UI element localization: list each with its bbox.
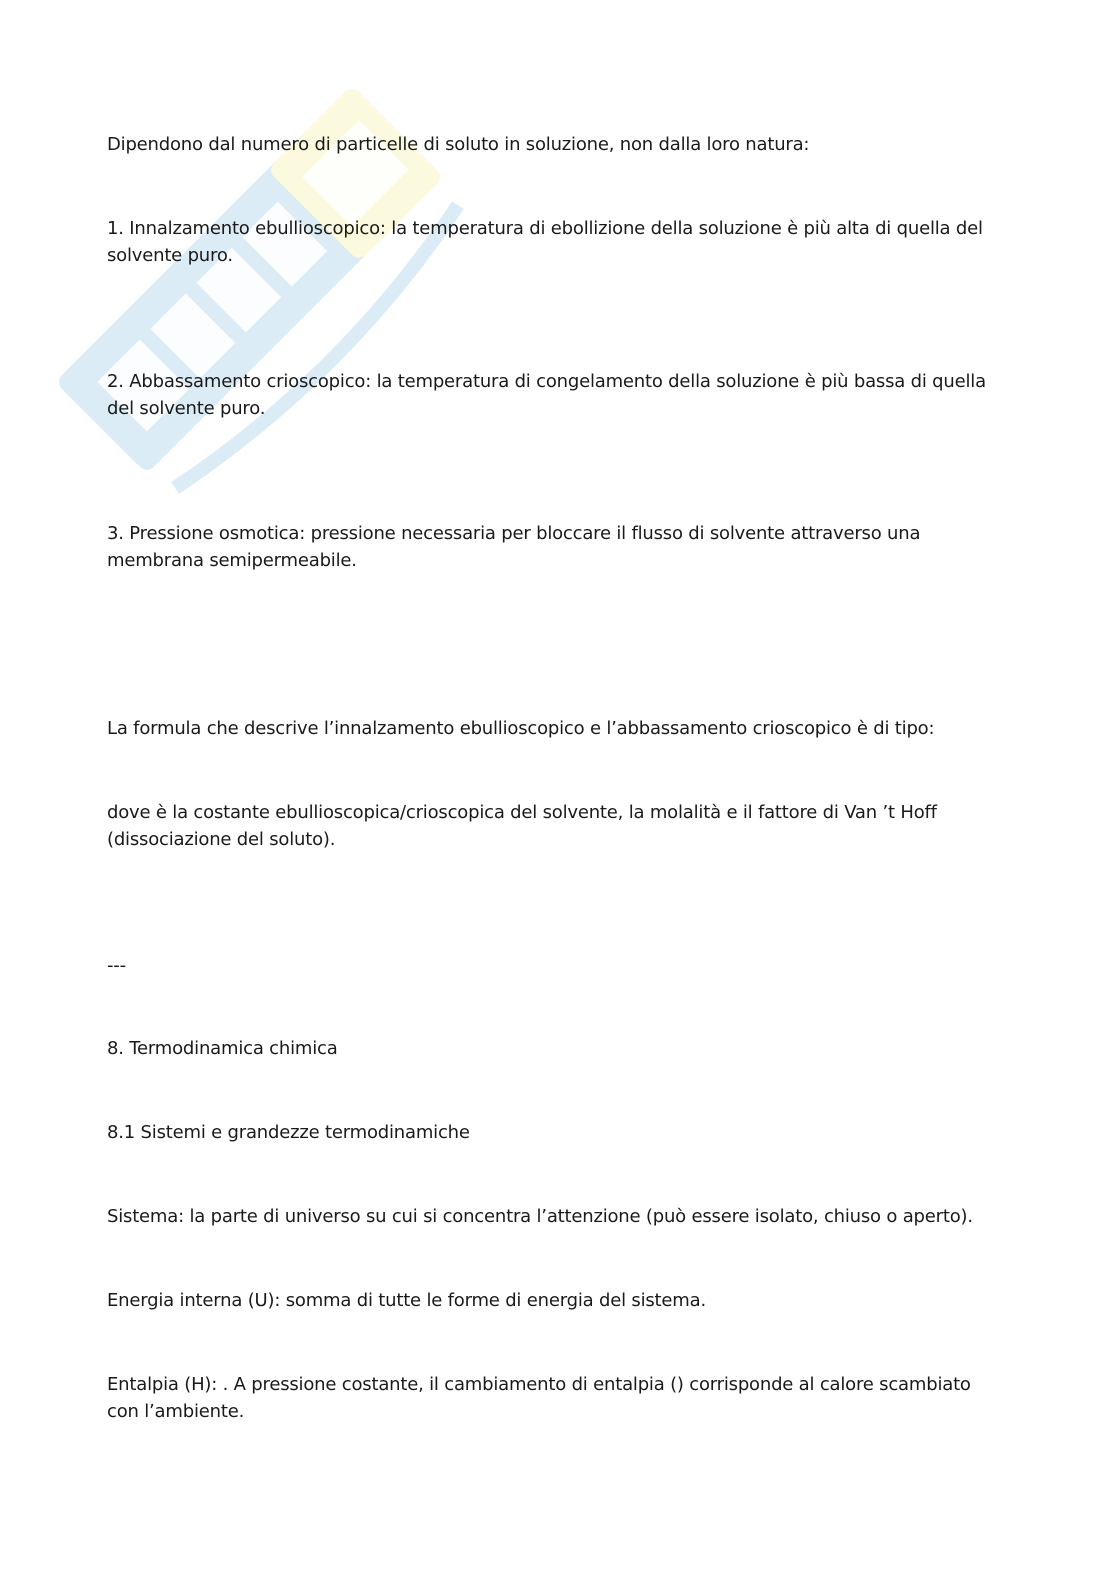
paragraph-formula-intro: La formula che descrive l’innalzamento ebullioscopico e l’abbassamento crioscopico è di tipo: (107, 718, 935, 739)
subsection-heading-sistemi: 8.1 Sistemi e grandezze termodinamiche (107, 1122, 470, 1143)
paragraph-formula-description: dove è la costante ebullioscopica/crioscopica del solvente, la molalità e il fattore di Van ’t Hoff (dissociazione del soluto). (107, 802, 937, 850)
list-item-abbassamento-crioscopico: 2. Abbassamento crioscopico: la temperatura di congelamento della soluzione è più bassa di quella del solvente puro. (107, 371, 986, 419)
paragraph-entalpia: Entalpia (H): . A pressione costante, il cambiamento di entalpia () corrisponde al calore scambiato con l’ambiente. (107, 1374, 971, 1422)
paragraph-energia-interna: Energia interna (U): somma di tutte le forme di energia del sistema. (107, 1290, 706, 1311)
skuola-watermark-logo (20, 40, 500, 540)
list-item-pressione-osmotica: 3. Pressione osmotica: pressione necessaria per bloccare il flusso di solvente attraverso una membrana semipermeabile. (107, 523, 921, 571)
separator: --- (107, 955, 126, 976)
paragraph-sistema: Sistema: la parte di universo su cui si concentra l’attenzione (può essere isolato, chiuso o aperto). (107, 1206, 973, 1227)
list-item-innalzamento-ebullioscopico: 1. Innalzamento ebullioscopico: la temperatura di ebollizione della soluzione è più alta di quella del solvente puro. (107, 218, 983, 266)
paragraph-intro: Dipendono dal numero di particelle di soluto in soluzione, non dalla loro natura: (107, 134, 810, 155)
section-heading-termodinamica: 8. Termodinamica chimica (107, 1038, 338, 1059)
